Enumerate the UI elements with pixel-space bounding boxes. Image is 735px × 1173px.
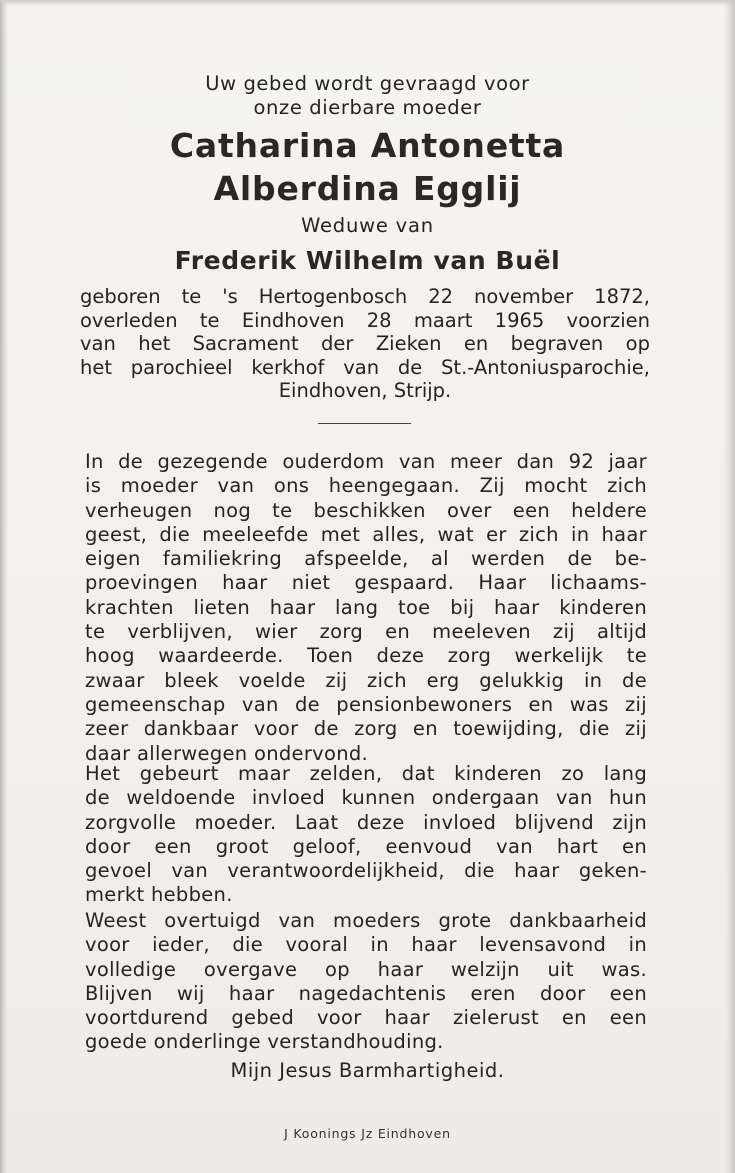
text-line: te verblijven, wier zorg en meeleven zij altijd — [85, 620, 647, 644]
text-line: Weest overtuigd van moeders grote dankbaarheid — [85, 909, 647, 932]
text-line: gevoel van verantwoordelijkheid, die haar geken- — [85, 859, 647, 883]
section-divider — [318, 423, 411, 424]
life-details-line: geboren te 's Hertogenbosch 22 november 1872, — [80, 285, 650, 308]
husband-name: Frederik Wilhelm van Buël — [174, 246, 561, 275]
paragraph-1 — [85, 450, 647, 766]
life-details — [80, 285, 650, 403]
text-line: zwaar bleek voelde zij zich erg gelukkig in de — [85, 668, 647, 692]
deceased-name-line: Alberdina Egglij — [213, 169, 522, 208]
text-line: eigen familiekring afspeelde, al werden de be- — [85, 547, 647, 571]
text-line: door een groot geloof, eenvoud van hart en — [85, 834, 647, 858]
text-line: geest, die meeleefde met alles, wat er zich in haar — [85, 522, 647, 546]
text-line: volledige overgave op haar welzijn uit was. — [85, 957, 647, 981]
text-line: verheugen nog te beschikken over een heldere — [85, 498, 647, 522]
text-line: is moeder van ons heengegaan. Zij mocht zich — [85, 474, 647, 498]
life-details-line: van het Sacrament der Zieken en begraven op — [80, 332, 650, 356]
text-line: merkt hebben. — [85, 883, 233, 907]
deceased-name — [0, 124, 735, 210]
printer-credit: J Koonings Jz Eindhoven — [284, 1126, 451, 1141]
deceased-name-line: Catharina Antonetta — [169, 126, 566, 165]
text-line: daar allerwegen ondervond. — [85, 741, 369, 765]
text-line: voor ieder, die vooral in haar levensavond in — [85, 933, 647, 957]
text-line: Blijven wij haar nagedachtenis eren door een — [85, 981, 647, 1005]
text-line: zeer dankbaar voor de zorg en toewijding, die zij — [85, 717, 647, 741]
closing-prayer: Mijn Jesus Barmhartigheid. — [230, 1059, 505, 1082]
text-line: zorgvolle moeder. Laat deze invloed blijvend zijn — [85, 810, 647, 834]
text-line: de weldoende invloed kunnen ondergaan van hun — [85, 786, 647, 810]
card-edge-top — [0, 0, 735, 6]
text-line: In de gezegende ouderdom van meer dan 92 jaar — [85, 450, 647, 473]
text-line: hoog waardeerde. Toen deze zorg werkelijk te — [85, 644, 647, 668]
prayer-request-line: onze dierbare moeder — [253, 96, 482, 119]
text-line: gemeenschap van de pensionbewoners en was zij — [85, 692, 647, 716]
text-line: proevingen haar niet gespaard. Haar lichaams- — [85, 571, 647, 595]
paragraph-3 — [85, 909, 647, 1055]
life-details-line: Eindhoven, Strijp. — [278, 379, 452, 403]
text-line: goede onderlinge verstandhouding. — [85, 1030, 444, 1054]
paragraph-2 — [85, 762, 647, 908]
life-details-line: het parochieel kerkhof van de St.-Antoniusparochie, — [80, 355, 650, 379]
widow-of-label: Weduwe van — [301, 214, 434, 237]
prayer-request-line: Uw gebed wordt gevraagd voor — [205, 72, 530, 95]
life-details-line: overleden te Eindhoven 28 maart 1965 voorzien — [80, 308, 650, 332]
prayer-request — [0, 72, 735, 120]
text-line: Het gebeurt maar zelden, dat kinderen zo lang — [85, 762, 647, 785]
text-line: voortdurend gebed voor haar zielerust en een — [85, 1006, 647, 1030]
text-line: krachten lieten haar lang toe bij haar kinderen — [85, 595, 647, 619]
